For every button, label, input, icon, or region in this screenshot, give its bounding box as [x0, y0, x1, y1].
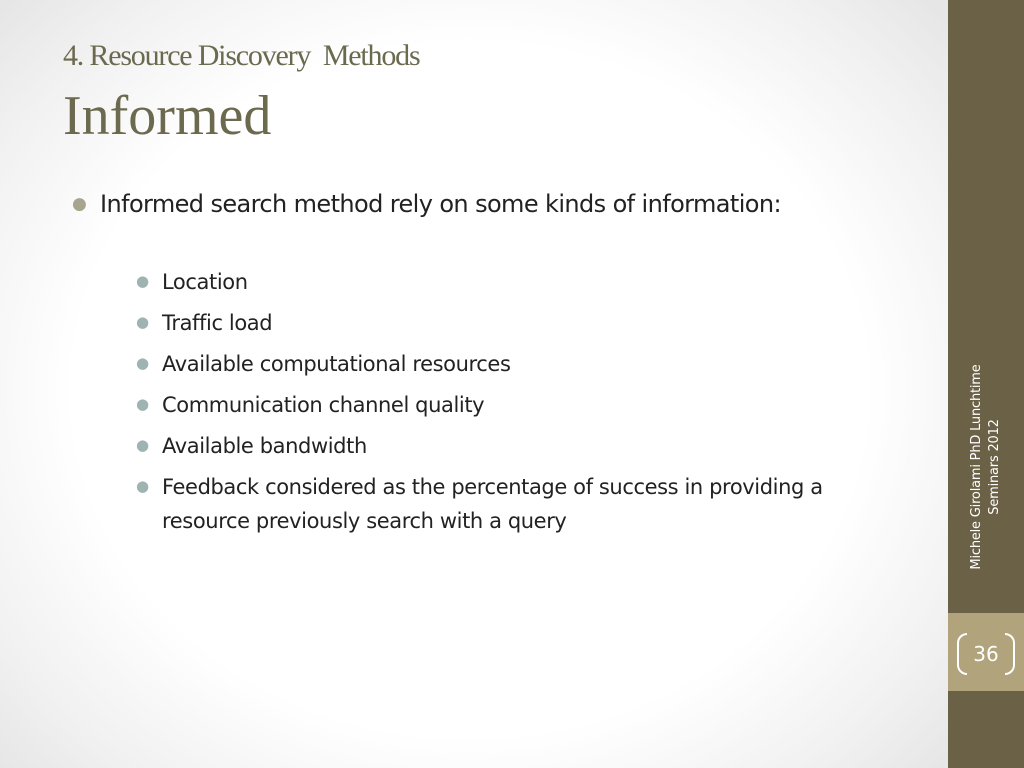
- bullet-dot-icon: ●: [136, 477, 149, 495]
- bullet-main-text: Informed search method rely on some kinds of information:: [100, 190, 781, 218]
- bullet-dot-icon: ●: [136, 436, 149, 454]
- page-number: 36: [973, 642, 999, 666]
- slide-title: Informed: [63, 85, 272, 147]
- sub-bullet-text: Feedback considered as the percentage of success in providing a resource previously search with a query: [162, 475, 823, 533]
- page-number-frame: [957, 633, 1015, 675]
- slide-subtitle: 4. Resource Discovery Methods: [63, 39, 420, 72]
- sub-bullet-text: Communication channel quality: [162, 393, 485, 417]
- page-number-box: [948, 613, 1024, 691]
- bullet-dot-icon: ●: [136, 354, 149, 372]
- bullet-dot-icon: ●: [136, 395, 149, 413]
- bullet-list: [72, 187, 912, 545]
- sub-bullet-text: Location: [162, 270, 248, 294]
- bullet-dot-icon: ●: [136, 313, 149, 331]
- bullet-main: [72, 187, 912, 538]
- sub-bullet-item: [100, 265, 912, 299]
- sub-bullet-item: [100, 306, 912, 340]
- sub-bullet-text: Available bandwidth: [162, 434, 367, 458]
- bullet-dot-icon: ●: [136, 272, 149, 290]
- footer-text: [968, 347, 1004, 587]
- footer-line-2: Seminars 2012: [987, 419, 1002, 515]
- sub-bullet-text: Traffic load: [162, 311, 273, 335]
- bullet-dot-icon: ●: [72, 194, 87, 214]
- footer-line-1: Michele Girolami PhD Lunchtime: [969, 364, 984, 570]
- sub-bullet-item: [100, 347, 912, 381]
- sub-bullet-item: [100, 388, 912, 422]
- sub-bullet-text: Available computational resources: [162, 352, 511, 376]
- sub-bullet-item: [100, 470, 912, 538]
- sub-bullet-list: [100, 265, 912, 538]
- sub-bullet-item: [100, 429, 912, 463]
